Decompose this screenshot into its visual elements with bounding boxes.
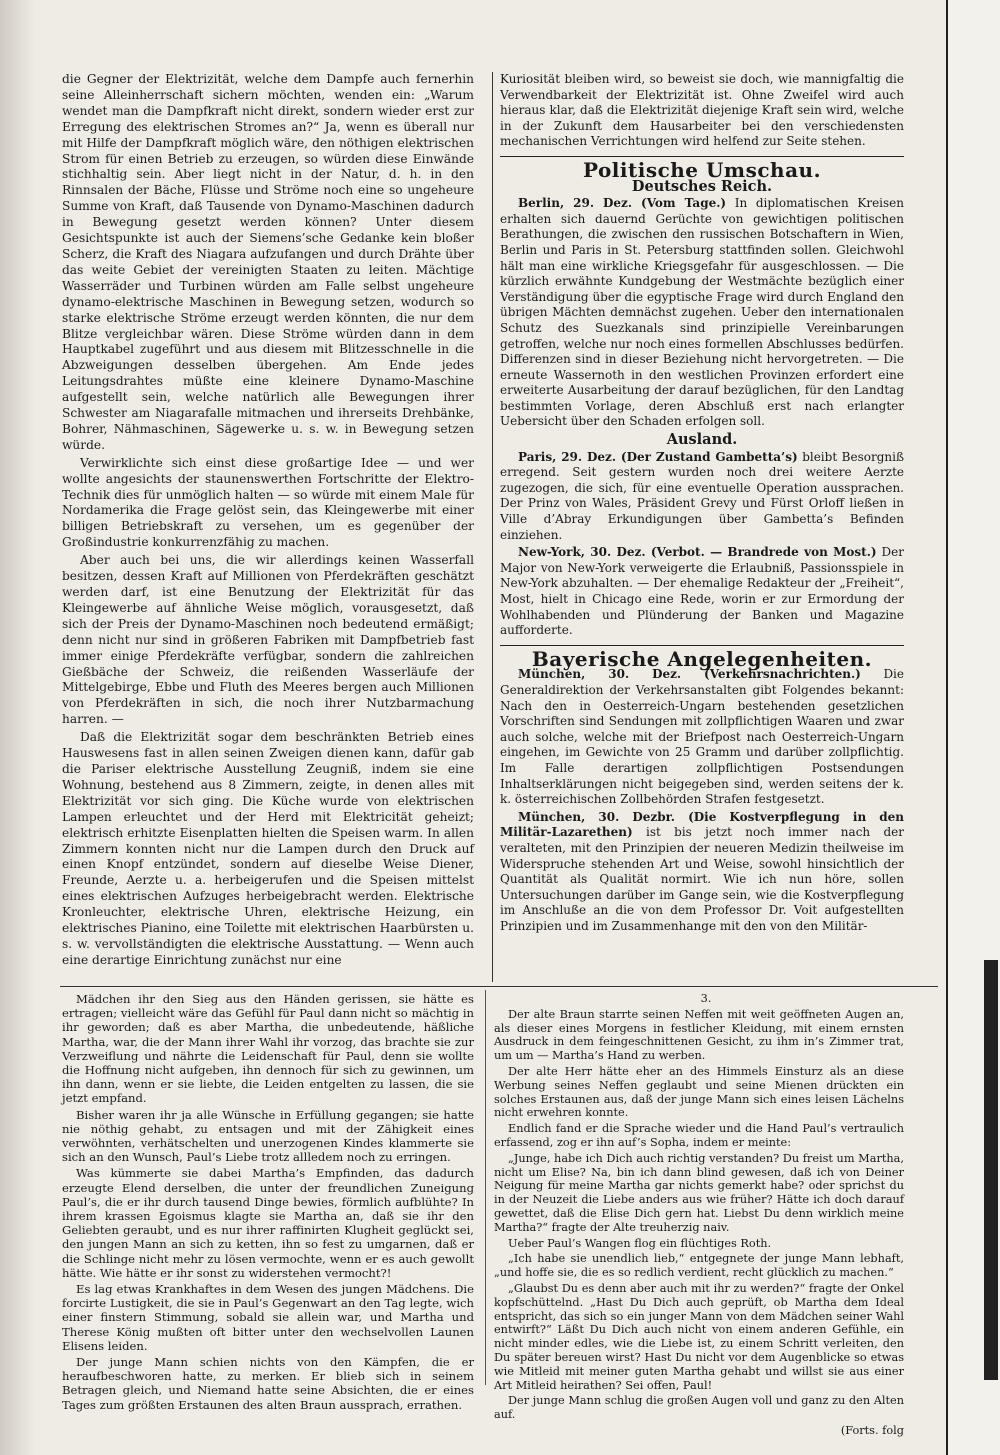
left-paragraph-4: Daß die Elektrizität sogar dem beschränkten Betrieb eines Hauswesens fast in allen seinen Zweigen dienen kann, dafür gab die Pariser elektrische Ausstellung Zeugniß, indem sie eine Wohnung, bestehend aus 8 Zimmern, zeigte, in denen alles mit Elektrizität vor sich ging. Die Küche wurde von elektrischen Lampen erleuchtet und der Herd mit Elektricität geheizt; elektrisch erhitzte Eisenplatten hielten die Speisen warm. In allen Zimmern konnten nicht nur die Lampen durch den Druck auf einen Knopf entzündet, sondern auf dieselbe Weise Diener, Freunde, Aerzte u. a. herbeigerufen und die Speisen mittelst eines elektrischen Aufzuges herbeigebracht werden. Elektrische Kronleuchter, elektrische Uhren, elektrische Heizung, ein elektrisches Pianino, eine Toilette mit elektrischen Haarbürsten u. s. w. vervollständigten die elektrische Ausstattung. — Wenn auch eine derartige Einrichtung zunächst nur eine — [62, 730, 474, 967]
serial-left-paragraph-5: Der junge Mann schien nichts von den Kämpfen, die er heraufbeschworen hatte, zu merken. Er blieb sich in seinem Betragen gleich, und Niemand hatte seine Absichten, die er eines Tages zum größten Erstaunen des alten Braun aussprach, errathen. — [62, 1355, 474, 1412]
berlin-item — [500, 196, 904, 430]
muenchen-dateline-2: München, 30. Dezbr. (Die Kostverpflegung in den Militär-Lazarethen) — [500, 809, 904, 840]
muenchen-text-1: Die Generaldirektion der Verkehrsanstalten gibt Folgendes bekannt: Nach den in Oesterreich-Ungarn bestehenden gesetzlichen Vorschriften sind Sendungen mit zollpflichtigen Waaren und zwar auch solche, welche mit der Briefpost nach Oesterreich-Ungarn eingehen, im Gewichte von 25 Gramm und darüber zollpflichtig. Im Falle derartigen zollpflichtigen Postsendungen Inhaltserklärungen nicht beigegeben sind, werden seitens der k. k. österreichischen Zollbehörden Strafen festgesetzt. — [500, 667, 904, 807]
right-column — [500, 72, 904, 936]
berlin-dateline: Berlin, 29. Dez. (Vom Tage.) — [518, 196, 727, 211]
serial-divider — [485, 990, 486, 1385]
serial-right-paragraph-4: „Junge, habe ich Dich auch richtig verstanden? Du freist um Martha, nicht um Elise? Na, bin ich dann blind gewesen, daß ich von Deiner Neigung für meine Martha gar nichts gemerkt habe? oder sprichst du in der Neuzeit die Liebe anders aus wie früher? Hätte ich doch darauf gewettet, daß die Elise Dich gern hat. Liebst Du denn wirklich meine Martha?“ fragte der Alte treuherzig naiv. — [494, 1151, 904, 1234]
section-rule — [500, 645, 904, 646]
paris-text: bleibt Besorgniß erregend. Seit gestern wurden noch drei weitere Aerzte zugezogen, die sich, für eine eventuelle Operation aussprachen. Der Prinz von Wales, Präsident Grevy und Fürst Orloff ließen in Ville d’Abray Erkundigungen über Gambetta’s Befinden einziehen. — [500, 449, 904, 542]
left-column — [62, 72, 474, 971]
newyork-item — [500, 545, 904, 639]
germany-subheading: Deutsches Reich. — [631, 177, 773, 195]
berlin-text: In diplomatischen Kreisen erhalten sich dauernd Gerüchte von gewichtigen politischen Berathungen, die zwischen den russischen Botschaftern in Wien, Berlin und Paris in St. Petersburg stattfinden sollen. Gleichwohl hält man eine wirkliche Kriegsgefahr für ausgeschlossen. — Die kürzlich erwähnte Kundgebung der Westmächte bezüglich einer Verständigung über die egyptische Frage wird durch England den übrigen Mächten demnächst zugehen. Ueber den internationalen Schutz des Suezkanals sind prinzipielle Vereinbarungen getroffen, welche nur noch eines formellen Abschlusses bedürfen. Differenzen sind in dieser Beziehung nicht hervorgetreten. — Die erneute Wassernoth in den westlichen Provinzen erfordert eine erweiterte Ausarbeitung der darauf bezüglichen, für den Landtag bestimmten Vorlage, deren Abschluß erst nach erlangter Uebersicht über den Schaden erfolgen soll. — [500, 196, 904, 429]
serial-right-paragraph-1: Der alte Braun starrte seinen Neffen mit weit geöffneten Augen an, als dieser eines Morgens in festlicher Kleidung, mit einem ernsten Ausdruck in dem feingeschnittenen Gesicht, zu ihm in’s Zimmer trat, um um — Martha’s Hand zu werben. — [494, 1007, 904, 1063]
muenchen-item-1 — [500, 667, 904, 807]
muenchen-dateline-1: München, 30. Dez. (Verkehrsnachrichten.) — [518, 667, 861, 682]
muenchen-item-2 — [500, 810, 904, 935]
serial-right-paragraph-6: „Ich habe sie unendlich lieb,“ entgegnete der junge Mann lebhaft, „und hoffe sie, die es so redlich verdient, recht glücklich zu machen.“ — [494, 1252, 904, 1280]
serial-right-paragraph-2: Der alte Herr hätte eher an des Himmels Einsturz als an diese Werbung seines Neffen geglaubt und seine Mienen drückten ein solches Erstaunen aus, daß der junge Mann sich eines leisen Lächelns nicht erwehren konnte. — [494, 1064, 904, 1120]
feuilleton-rule — [60, 986, 938, 987]
serial-right-paragraph-5: Ueber Paul’s Wangen flog ein flüchtiges Roth. — [508, 1236, 772, 1250]
bavaria-heading: Bayerische Angelegenheiten. — [531, 646, 873, 671]
serial-right-paragraph-7: „Glaubst Du es denn aber auch mit ihr zu werden?“ fragte der Onkel kopfschüttelnd. „Hast Du Dich auch geprüft, ob Martha dem Ideal entspricht, das sich so ein junger Mann von dem Mädchen seiner Wahl entwirft?“ Läßt Du Dich auch nicht von einem anderen Gefühle, ein nicht minder edles, wie die Liebe ist, zu einem Schritt verleiten, den Du später bereuen wirst? Hast Du nicht vor dem Augenblicke so etwas wie Mitleid mit meiner guten Martha gehabt und willst sie aus einer Art Mitleid heirathen? Sei offen, Paul! — [494, 1281, 904, 1392]
paris-dateline: Paris, 29. Dez. (Der Zustand Gambetta’s) — [518, 449, 798, 464]
politics-heading: Politische Umschau. — [582, 157, 822, 182]
muenchen-text-2: ist bis jetzt noch immer nach der veralteten, mit den Prinzipien der neueren Medizin theilweise im Widerspruche stehenden Art und Weise, sowohl hinsichtlich der Quantität als Qualität normirt. Wie ich nun höre, sollen Untersuchungen darüber im Gange sein, wie die Kostverpflegung im Anschluße an die von dem Professor Dr. Voit aufgestellten Prinzipien und im Zusammenhange mit den von den Militär- — [500, 825, 904, 933]
serial-left-paragraph-4: Es lag etwas Krankhaftes in dem Wesen des jungen Mädchens. Die forcirte Lustigkeit, die sie in Paul’s Gegenwart an den Tag legte, wich einer finstern Stimmung, sobald sie allein war, und Martha und Therese König mußten oft bitter unter den wechselvollen Launen Elisens leiden. — [62, 1282, 474, 1353]
paris-item — [500, 450, 904, 544]
adjacent-page-edge — [946, 0, 1000, 1455]
section-rule — [500, 156, 904, 157]
continuation-paragraph: Kuriosität bleiben wird, so beweist sie doch, wie mannigfaltig die Verwendbarkeit der Elektrizität ist. Ohne Zweifel wird auch hieraus klar, daß die Elektrizität diejenige Kraft sein wird, welche in der Zukunft dem Hausarbeiter bei den verschiedensten mechanischen Verrichtungen wird helfend zur Seite stehen. — [500, 72, 904, 149]
abroad-subheading: Ausland. — [666, 431, 738, 449]
serial-right-column — [494, 992, 904, 1440]
serial-page-number: 3. — [700, 992, 712, 1005]
serial-right-paragraph-3: Endlich fand er die Sprache wieder und die Hand Paul’s vertraulich erfassend, zog er ihn auf’s Sopha, indem er meinte: — [494, 1122, 904, 1149]
serial-continued-note: (Forts. folg — [840, 1423, 904, 1437]
serial-left-paragraph-1: Mädchen ihr den Sieg aus den Händen gerissen, sie hätte es ertragen; vielleicht wäre das Gefühl für Paul dann nicht so mächtig in ihr geworden; daß es aber Martha, die unbedeutende, häßliche Martha, war, die der Mann ihrer Wahl ihr vorzog, das brachte sie zur Verzweiflung und nährte die Leidenschaft für Paul, denn sie wollte die Hoffnung nicht aufgeben, ihn dennoch für sich zu gewinnen, um ihn dann, wenn er sie liebte, die Leiden entgelten zu lassen, die sie jetzt empfand. — [62, 992, 474, 1106]
page-binding — [0, 0, 36, 1455]
newyork-dateline: New-York, 30. Dez. (Verbot. — Brandrede von Most.) — [518, 545, 877, 560]
left-paragraph-1: die Gegner der Elektrizität, welche dem Dampfe auch fernerhin seine Alleinherrschaft sichern möchten, wenden ein: „Warum wendet man die Dampfkraft nicht direkt, sondern wieder erst zur Erregung des elektrischen Stromes an?“ Ja, wenn es überall nur mit Hilfe der Dampfkraft möglich wäre, den nöthigen elektrischen Strom für einen Betrieb zu erzeugen, so würden diese Einwände stichhaltig sein. Aber liegt nicht in der Natur, d. h. in den Rinnsalen der Bäche, Flüsse und Ströme noch eine so ungeheure Summe von Kraft, daß Tausende von Dynamo-Maschinen dadurch in Bewegung gesetzt werden können? Unter diesem Gesichtspunkte ist auch der Siemens’sche Gedanke kein bloßer Scherz, die Kraft des Niagara aufzufangen und durch Drähte über das weite Gebiet der vereinigten Staaten zu leiten. Mächtige Wasserräder und Turbinen würden am Falle selbst ungeheure dynamo-elektrische Maschinen in Bewegung setzen, wodurch so starke elektrische Ströme erzeugt werden könnten, die nur dem Blitze vergleichbar wären. Diese Ströme würden dann in dem Hauptkabel zugeführt und aus diesem mit Blitzesschnelle in die Abzweigungen desselben übergehen. Am Ende jedes Leitungsdrahtes müßte eine kleinere Dynamo-Maschine aufgestellt sein, welche natürlich alle Bewegungen ihrer Schwester am Niagarafalle mitmachen und ihrerseits Drehbänke, Bohrer, Nähmaschinen, Sägewerke u. s. w. in Bewegung setzen würde. — [62, 72, 474, 452]
serial-left-paragraph-2: Bisher waren ihr ja alle Wünsche in Erfüllung gegangen; sie hatte nie nöthig gehabt, zu entsagen und mit der Zähigkeit eines verwöhnten, verhätschelten und unerzogenen Kindes klammerte sie sich an den Wunsch, Paul’s Liebe trotz allledem noch zu erringen. — [62, 1107, 474, 1165]
left-paragraph-2: Verwirklichte sich einst diese großartige Idee — und wer wollte angesichts der staunenswerthen Fortschritte der Elektro-Technik dies für unmöglich halten — so würde mit einem Male für Nordamerika die Frage gelöst sein, das Kleingewerbe mit einer billigen Betriebskraft zu versehen, um es gegenüber der Großindustrie konkurrenzfähig zu machen. — [62, 455, 474, 550]
serial-left-paragraph-3: Was kümmerte sie dabei Martha’s Empfinden, das dadurch erzeugte Elend derselben, die unter der freundlichen Zuneigung Paul’s, die er ihr durch tausend Dinge bewies, förmlich aufblühte? In ihrem krassen Egoismus klagte sie Martha an, daß sie ihr den Geliebten geraubt, und es nur ihrer raffinirten Klugheit geglückt sei, den jungen Mann an sich zu ketten, ihn so fest zu umgarnen, daß er die Schlinge nicht mehr zu lösen vermochte, wenn er es auch gewollt hätte. Wie hätte er ihr sonst zu widerstehen vermocht?! — [62, 1166, 474, 1280]
newyork-text: Der Major von New-York verweigerte die Erlaubniß, Passionsspiele in New-York abzuhalten. — Der ehemalige Redakteur der „Freiheit“, Most, hielt in Chicago eine Rede, worin er zur Ermordung der Wohlhabenden und Plünderung der Banken und Magazine aufforderte. — [500, 545, 904, 638]
column-divider — [492, 72, 493, 982]
edge-dark-band — [984, 960, 998, 1380]
serial-left-column — [62, 992, 474, 1414]
serial-right-paragraph-8: Der junge Mann schlug die großen Augen voll und ganz zu den Alten auf. — [494, 1394, 904, 1422]
left-paragraph-3: Aber auch bei uns, die wir allerdings keinen Wasserfall besitzen, dessen Kraft auf Millionen von Pferdekräften geschätzt werden darf, ist eine Benutzung der Elektrizität für das Kleingewerbe auf ähnliche Weise möglich, vorausgesetzt, daß sich der Preis der Dynamo-Maschinen noch bedeutend ermäßigt; denn nicht nur sind in größeren Fabriken mit Dampfbetrieb fast immer einige Pferdekräfte verfügbar, sondern die zahlreichen Gießbäche der Schweiz, die reißenden Wasserläufe der Mittelgebirge, Ebbe und Fluth des Meeres bergen auch Millionen von Pferdekräften in sich, die noch ihrer Nutzbarmachung harren. — — [62, 553, 474, 727]
